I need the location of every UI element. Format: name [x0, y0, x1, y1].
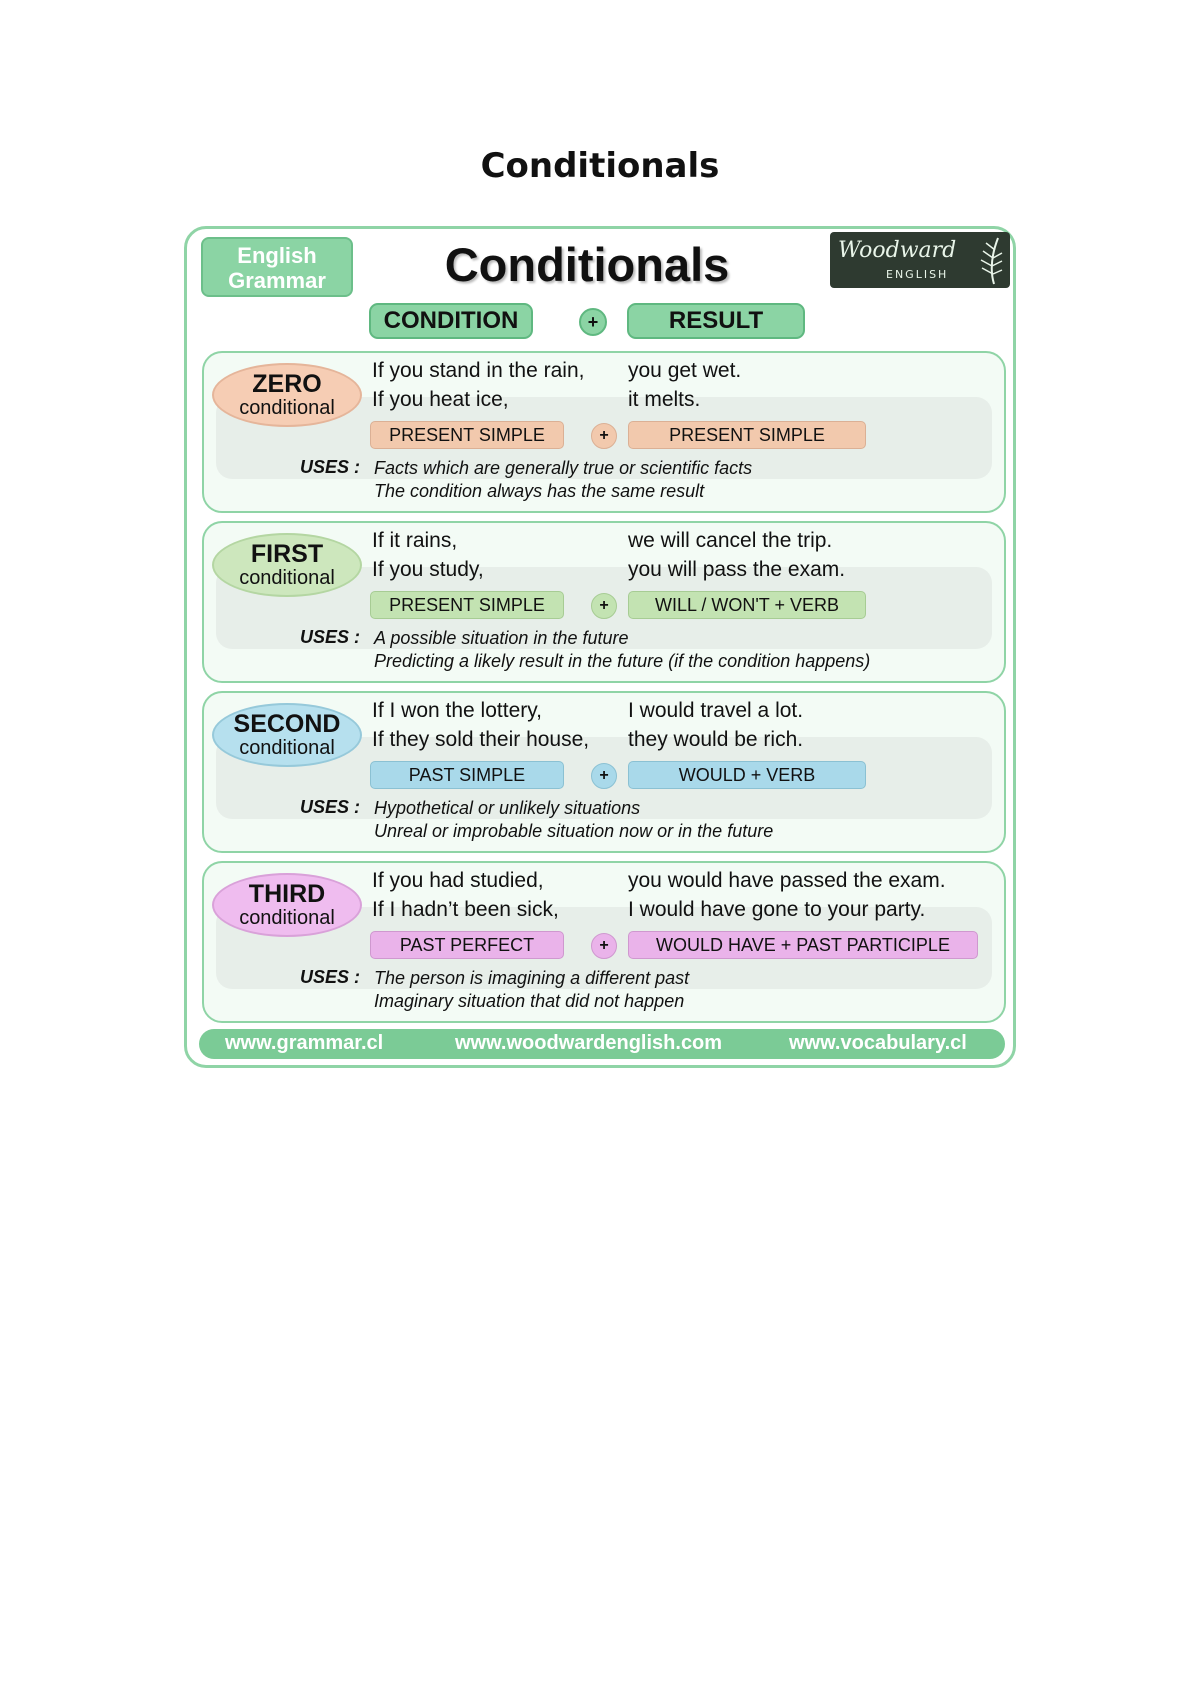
page-title: Conditionals [480, 146, 720, 186]
logo-brand: Woodward [838, 238, 957, 263]
logo-sub: ENGLISH [886, 268, 949, 281]
woodward-logo [830, 232, 1010, 288]
zero-oval [212, 363, 362, 427]
result-example-1: you would have passed the exam. [628, 869, 946, 892]
condition-tense: PRESENT SIMPLE [370, 591, 564, 619]
uses-label: USES : [300, 967, 361, 987]
footer-link-woodward[interactable]: www.woodwardenglish.com [455, 1032, 723, 1054]
condition-example-1: If you stand in the rain, [372, 359, 585, 382]
condition-tense: PRESENT SIMPLE [370, 421, 564, 449]
uses-label: USES : [300, 627, 361, 647]
poster-title: Conditionals [444, 238, 730, 291]
result-header: RESULT [627, 303, 805, 339]
result-example-2: it melts. [628, 388, 701, 411]
result-example-2: they would be rich. [628, 728, 804, 751]
condition-example-1: If you had studied, [372, 869, 544, 892]
result-tense: WILL / WON'T + VERB [628, 591, 866, 619]
conditionals-poster [184, 226, 1016, 1068]
third-conditional-section [202, 861, 1006, 1023]
condition-example-2: If they sold their house, [372, 728, 590, 751]
result-tense: WOULD + VERB [628, 761, 866, 789]
plus-sign: + [591, 593, 617, 619]
level-sub: conditional [239, 397, 335, 419]
footer-link-grammar[interactable]: www.grammar.cl [225, 1032, 384, 1054]
result-example-2: you will pass the exam. [628, 558, 846, 581]
plus-sign: + [591, 763, 617, 789]
result-example-1: you get wet. [628, 359, 742, 382]
condition-example-2: If I hadn’t been sick, [372, 898, 559, 921]
first-oval [212, 533, 362, 597]
fern-icon [964, 234, 1004, 286]
uses-label: USES : [300, 797, 361, 817]
condition-example-1: If it rains, [372, 529, 458, 552]
condition-header: CONDITION [369, 303, 533, 339]
use-2: The condition always has the same result [374, 481, 705, 501]
level-sub: conditional [239, 737, 335, 759]
level-sub: conditional [239, 907, 335, 929]
badge-line-1: English [237, 243, 317, 268]
second-oval [212, 703, 362, 767]
plus-sign: + [591, 423, 617, 449]
footer-link-vocabulary[interactable]: www.vocabulary.cl [789, 1032, 967, 1054]
result-example-2: I would have gone to your party. [628, 898, 926, 921]
level-label: ZERO [252, 370, 322, 398]
use-1: The person is imagining a different past [374, 968, 690, 988]
level-sub: conditional [239, 567, 335, 589]
level-label: FIRST [250, 540, 324, 568]
use-1: A possible situation in the future [374, 628, 629, 648]
use-1: Facts which are generally true or scientific facts [374, 458, 753, 478]
second-conditional-section [202, 691, 1006, 853]
use-2: Imaginary situation that did not happen [374, 991, 685, 1011]
condition-tense: PAST PERFECT [370, 931, 564, 959]
result-example-1: I would travel a lot. [628, 699, 804, 722]
english-grammar-badge [201, 237, 353, 297]
level-label: THIRD [248, 880, 326, 908]
uses-label: USES : [300, 457, 361, 477]
first-conditional-section [202, 521, 1006, 683]
result-example-1: we will cancel the trip. [628, 529, 833, 552]
header-plus: + [579, 308, 607, 336]
result-tense: PRESENT SIMPLE [628, 421, 866, 449]
zero-conditional-section [202, 351, 1006, 513]
condition-tense: PAST SIMPLE [370, 761, 564, 789]
result-tense: WOULD HAVE + PAST PARTICIPLE [628, 931, 978, 959]
condition-example-2: If you heat ice, [372, 388, 509, 411]
third-oval [212, 873, 362, 937]
level-label: SECOND [233, 710, 341, 738]
condition-example-2: If you study, [372, 558, 484, 581]
use-1: Hypothetical or unlikely situations [374, 798, 641, 818]
badge-line-2: Grammar [228, 268, 326, 293]
use-2: Predicting a likely result in the future (if the condition happens) [374, 651, 871, 671]
footer-bar [199, 1029, 1005, 1059]
use-2: Unreal or improbable situation now or in the future [374, 821, 774, 841]
condition-example-1: If I won the lottery, [372, 699, 543, 722]
plus-sign: + [591, 933, 617, 959]
